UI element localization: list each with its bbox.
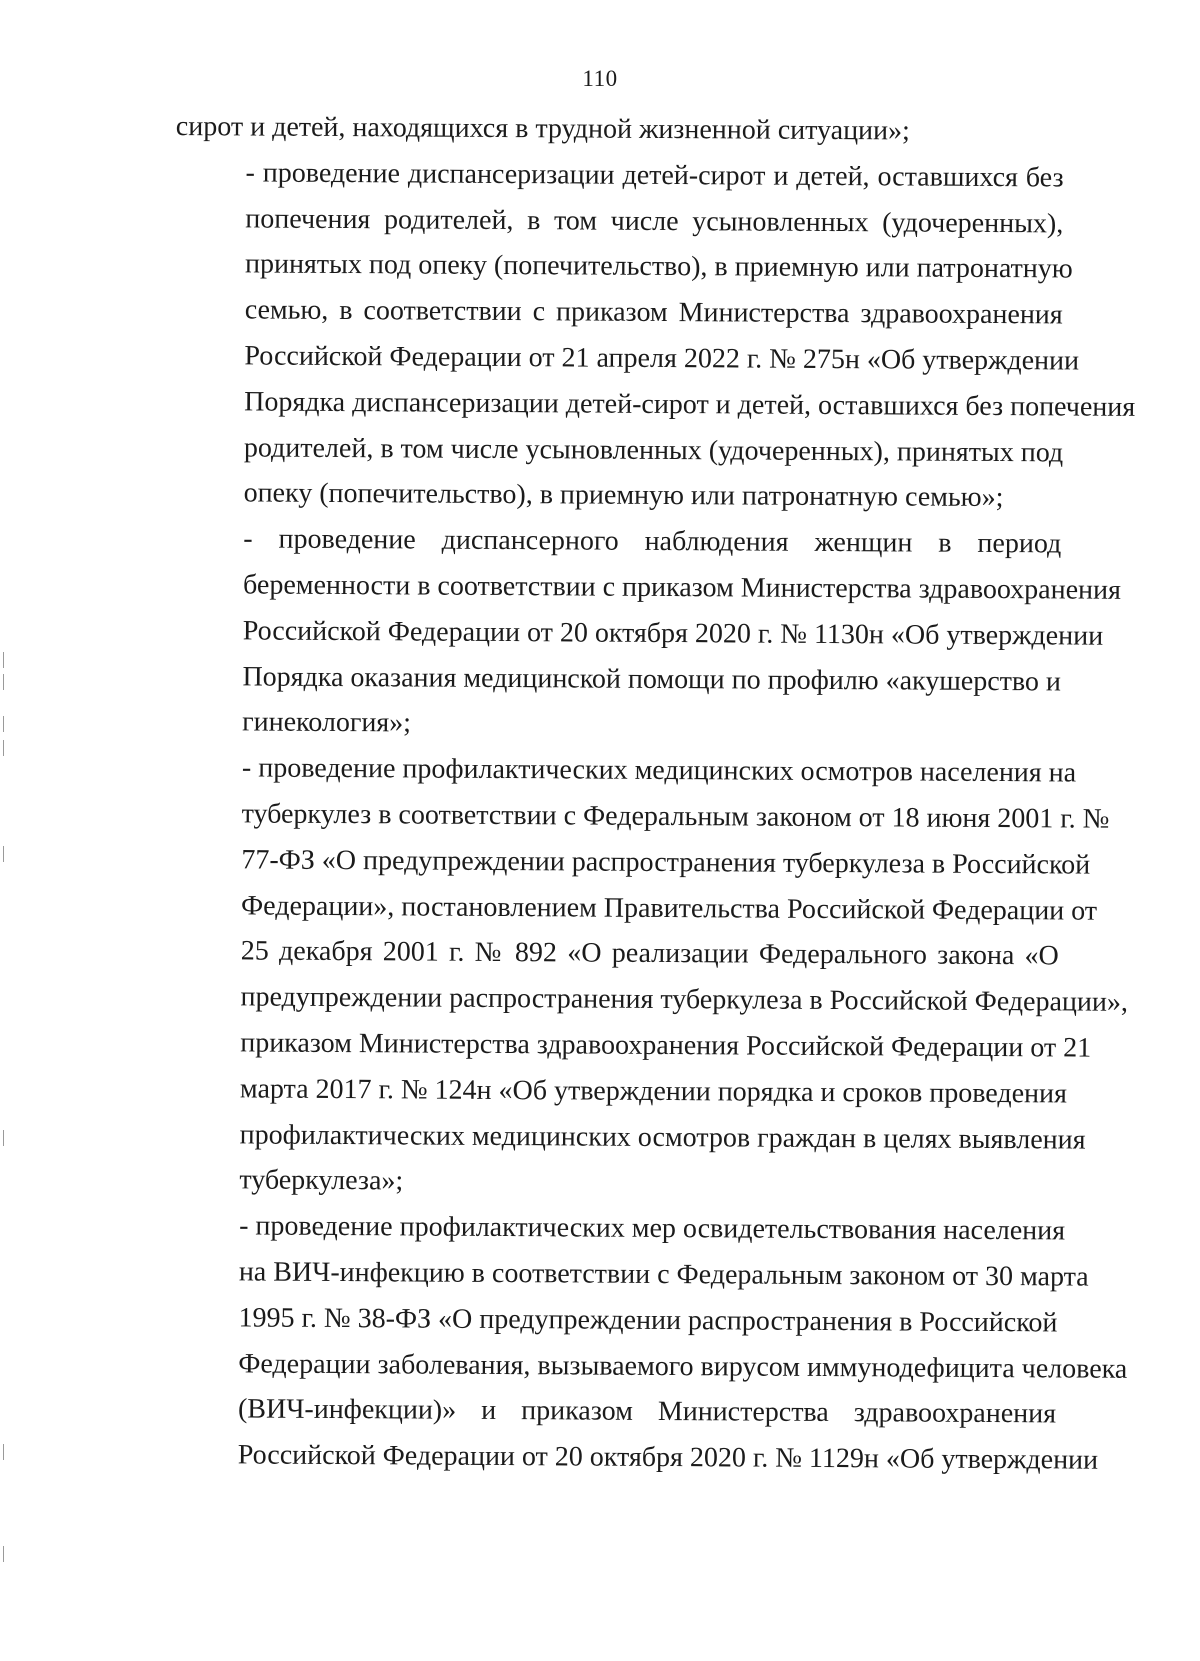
text-line: Российской Федерации от 21 апреля 2022 г. № 275н «Об утверждении xyxy=(244,340,1080,377)
text-line: Российской Федерации от 20 октября 2020 г. № 1130н «Об утверждении xyxy=(242,615,1104,652)
document-body xyxy=(168,104,1136,1483)
text-line: Порядка оказания медицинской помощи по профилю «акушерство и xyxy=(242,660,1062,697)
scan-margin-mark xyxy=(3,1130,4,1146)
text-line: 25 декабря 2001 г. № 892 «О реализации Федерального закона «О xyxy=(240,935,1059,972)
scan-margin-mark xyxy=(3,652,4,668)
text-line: - проведение диспансеризации детей-сирот и детей, оставшихся без xyxy=(245,157,1064,194)
text-line: Федерации», постановлением Правительства Российской Федерации от xyxy=(241,889,1098,927)
text-line: 1995 г. № 38-ФЗ «О предупреждении распространения в Российской xyxy=(238,1302,1058,1339)
paragraph xyxy=(176,104,1064,155)
scan-margin-mark xyxy=(3,716,4,732)
text-line: родителей, в том числе усыновленных (удочеренных), принятых под xyxy=(243,431,1064,469)
text-line: - проведение профилактических мер освидетельствования населения xyxy=(239,1210,1066,1247)
text-line: предупреждении распространения туберкулеза в Российской Федерации», xyxy=(240,981,1128,1018)
text-line: туберкулеза»; xyxy=(239,1164,404,1197)
text-line: (ВИЧ-инфекции)» и приказом Министерства здравоохранения xyxy=(237,1393,1057,1430)
text-line: беременности в соответствии с приказом Министерства здравоохранения xyxy=(242,569,1121,606)
paragraph xyxy=(173,150,1136,522)
scan-margin-mark xyxy=(3,740,4,756)
text-line: на ВИЧ-инфекцию в соответствии с Федеральным законом от 30 марта xyxy=(238,1256,1089,1293)
text-line: опеку (попечительство), в приемную или патронатную семью»; xyxy=(243,477,1004,514)
text-line: 77-ФЗ «О предупреждении распространения туберкулеза в Российской xyxy=(241,844,1091,881)
paragraph xyxy=(172,516,1121,750)
scan-margin-mark xyxy=(3,1444,4,1460)
paragraph xyxy=(169,745,1128,1208)
text-line: марта 2017 г. № 124н «Об утверждении порядка и сроков проведения xyxy=(239,1073,1068,1110)
scan-margin-mark xyxy=(3,846,4,862)
text-line: принятых под опеку (попечительство), в приемную или патронатную xyxy=(244,248,1073,285)
text-line: - проведение диспансерного наблюдения женщин в период xyxy=(243,523,1062,560)
text-line: Порядка диспансеризации детей-сирот и детей, оставшихся без попечения xyxy=(244,386,1136,423)
text-line: профилактических медицинских осмотров граждан в целях выявления xyxy=(239,1118,1086,1156)
text-line: семью, в соответствии с приказом Министерства здравоохранения xyxy=(244,294,1063,331)
text-line: попечения родителей, в том числе усыновленных (удочеренных), xyxy=(245,203,1064,240)
text-line: Федерации заболевания, вызываемого вирусом иммунодефицита человека xyxy=(238,1347,1128,1385)
text-line: приказом Министерства здравоохранения Российской Федерации от 21 xyxy=(240,1027,1092,1064)
page-number: 110 xyxy=(582,66,618,91)
scan-margin-mark xyxy=(3,1546,4,1562)
text-line: туберкулез в соответствии с Федеральным законом от 18 июня 2001 г. № xyxy=(241,798,1110,835)
text-line: гинекология»; xyxy=(242,706,412,739)
paragraph xyxy=(168,1203,1128,1483)
text-line: - проведение профилактических медицинских осмотров населения на xyxy=(241,752,1077,789)
text-line: Российской Федерации от 20 октября 2020 г. № 1129н «Об утверждении xyxy=(237,1439,1099,1476)
text-line: сирот и детей, находящихся в трудной жизненной ситуации»; xyxy=(175,110,910,147)
scan-margin-mark xyxy=(3,674,4,690)
